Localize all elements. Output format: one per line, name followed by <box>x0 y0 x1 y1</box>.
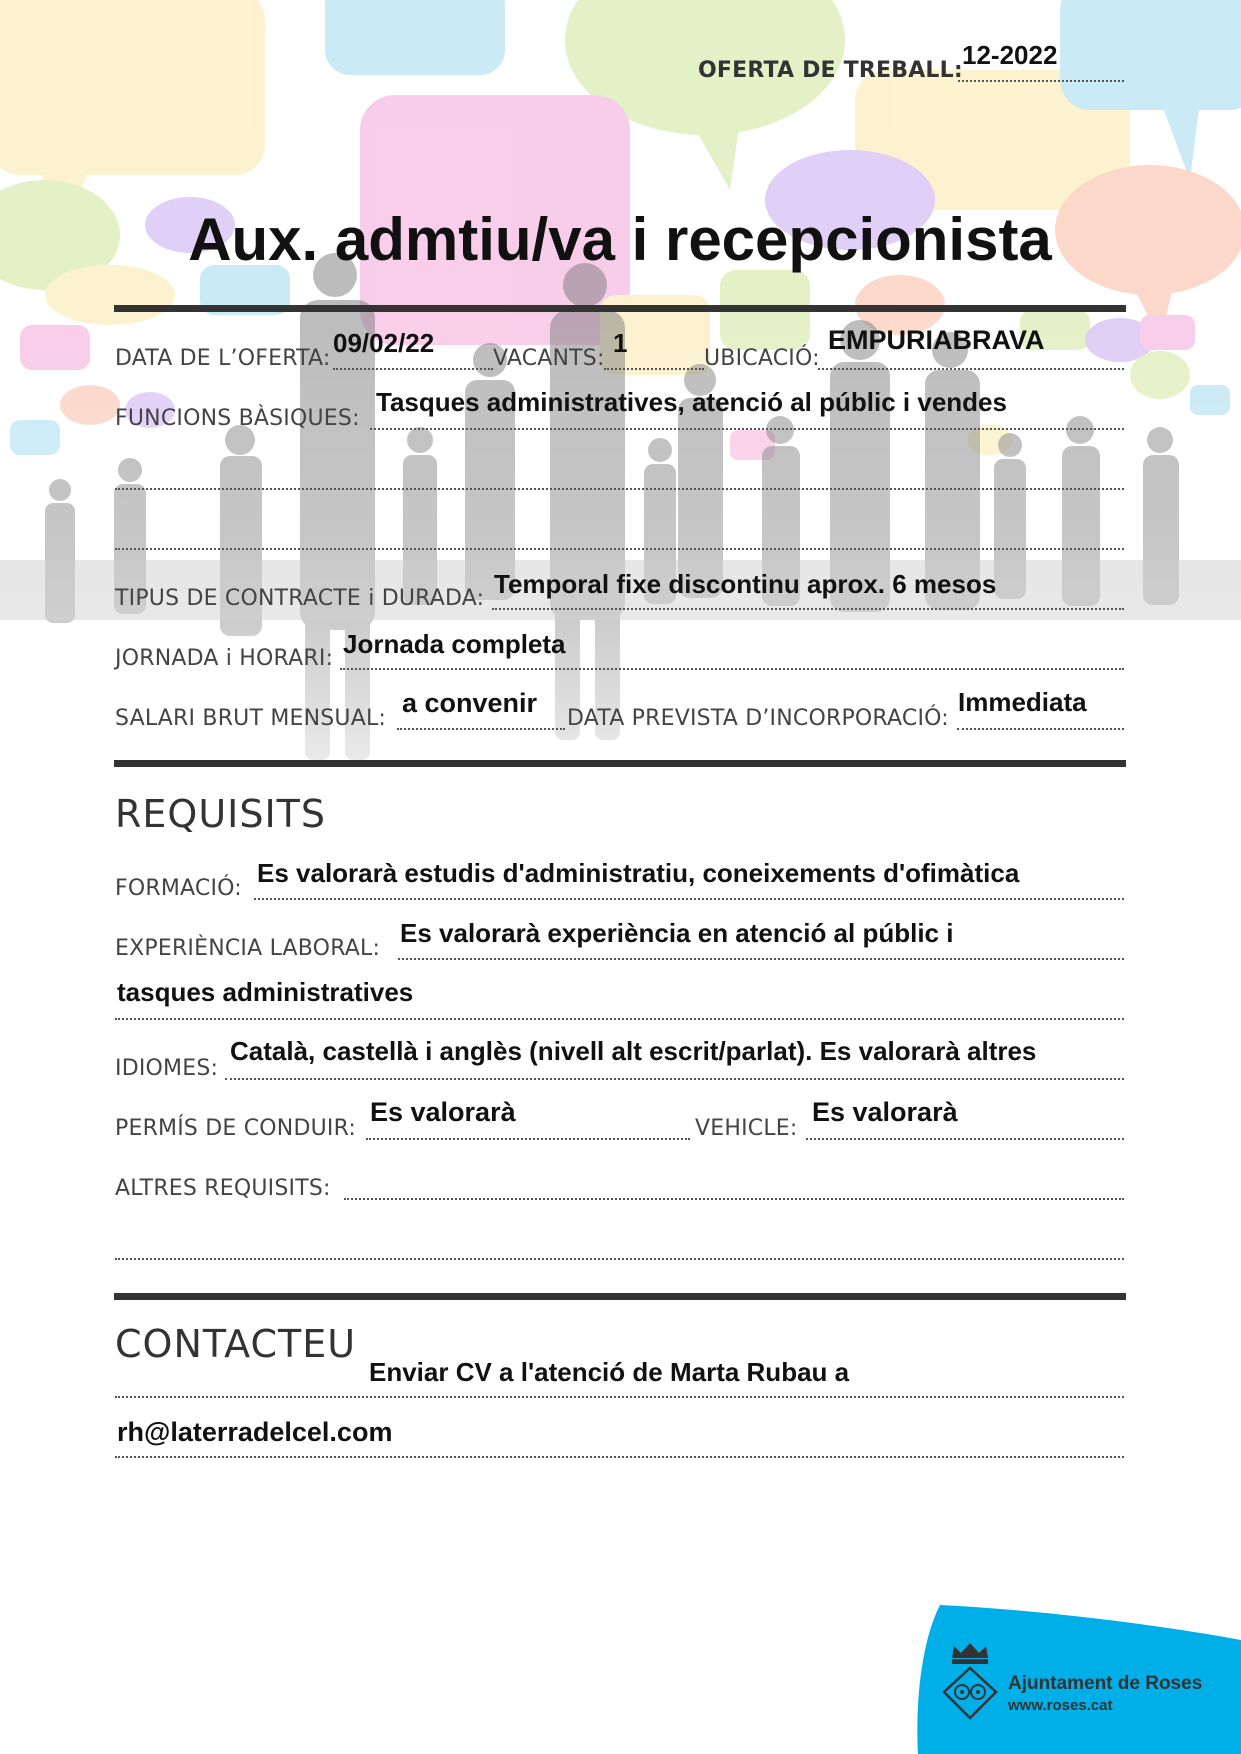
vacancies-label: VACANTS: <box>493 346 605 371</box>
functions-line-2 <box>115 488 1124 490</box>
education-value: Es valorarà estudis d'administratiu, coneixements d'ofimàtica <box>257 858 1020 888</box>
languages-value-clip <box>230 1036 1124 1072</box>
job-title: Aux. admtiu/va i recepcionista <box>188 206 1052 273</box>
contract-label: TIPUS DE CONTRACTE i DURADA: <box>115 586 485 611</box>
schedule-label: JORNADA i HORARI: <box>115 646 334 671</box>
experience-label: EXPERIÈNCIA LABORAL: <box>115 936 381 961</box>
functions-line <box>370 428 1124 430</box>
divider-top <box>114 305 1126 312</box>
education-line <box>254 898 1124 900</box>
experience-value: Es valorarà experiència en atenció al públic i <box>400 918 954 948</box>
experience-line <box>398 958 1124 960</box>
contact-line-1 <box>115 1396 1124 1398</box>
divider-middle <box>114 760 1126 767</box>
location-label: UBICACIÓ: <box>704 346 820 371</box>
functions-line-3 <box>115 548 1124 550</box>
languages-label: IDIOMES: <box>115 1056 219 1081</box>
vehicle-value: Es valorarà <box>812 1097 958 1127</box>
functions-value: Tasques administratives, atenció al públic i vendes <box>376 387 1007 417</box>
experience-value-2: tasques administratives <box>117 977 414 1007</box>
offer-date-label: DATA DE L’OFERTA: <box>115 346 331 371</box>
offer-date-line <box>333 368 493 370</box>
driving-license-label: PERMÍS DE CONDUIR: <box>115 1116 357 1141</box>
job-offer-number: 12-2022 <box>962 40 1058 70</box>
divider-bottom <box>114 1293 1126 1300</box>
contact-heading: CONTACTEU <box>115 1322 357 1366</box>
schedule-value: Jornada completa <box>343 629 566 659</box>
start-date-value: Immediata <box>958 687 1087 717</box>
location-value: EMPURIABRAVA <box>828 325 1045 355</box>
start-date-line <box>957 728 1124 730</box>
salary-label: SALARI BRUT MENSUAL: <box>115 706 387 731</box>
salary-line <box>397 728 565 730</box>
vehicle-label: VEHICLE: <box>695 1116 798 1141</box>
contact-text: Enviar CV a l'atenció de Marta Rubau a <box>369 1357 850 1387</box>
schedule-line <box>340 668 1124 670</box>
contract-line <box>492 608 1124 610</box>
vacancies-line <box>604 368 704 370</box>
languages-line <box>225 1078 1124 1080</box>
org-url[interactable]: www.roses.cat <box>1008 1697 1113 1714</box>
education-label: FORMACIÓ: <box>115 876 242 901</box>
org-name: Ajuntament de Roses <box>1008 1673 1203 1694</box>
roses-coat-of-arms-icon <box>940 1640 1000 1722</box>
start-date-label: DATA PREVISTA D’INCORPORACIÓ: <box>567 706 949 731</box>
experience-line-2 <box>115 1018 1124 1020</box>
contract-value: Temporal fixe discontinu aprox. 6 mesos <box>494 569 997 599</box>
vacancies-value: 1 <box>613 328 628 358</box>
driving-license-value: Es valorarà <box>370 1097 516 1127</box>
contact-email[interactable]: rh@laterradelcel.com <box>117 1417 393 1447</box>
other-requirements-label: ALTRES REQUISITS: <box>115 1176 331 1201</box>
vehicle-line <box>806 1138 1124 1140</box>
driving-license-line <box>366 1138 690 1140</box>
salary-value: a convenir <box>402 688 538 718</box>
languages-value: Català, castellà i anglès (nivell alt escrit/parlat). Es valorarà altres <box>230 1036 1037 1066</box>
job-offer-label: OFERTA DE TREBALL: <box>698 58 963 83</box>
contact-line-2 <box>115 1456 1124 1458</box>
functions-label: FUNCIONS BÀSIQUES: <box>115 406 360 431</box>
other-requirements-line <box>344 1198 1124 1200</box>
other-requirements-line-2 <box>115 1258 1124 1260</box>
offer-date-value: 09/02/22 <box>333 328 435 358</box>
job-offer-number-line <box>958 80 1124 82</box>
location-line <box>818 368 1124 370</box>
requirements-heading: REQUISITS <box>115 792 327 836</box>
